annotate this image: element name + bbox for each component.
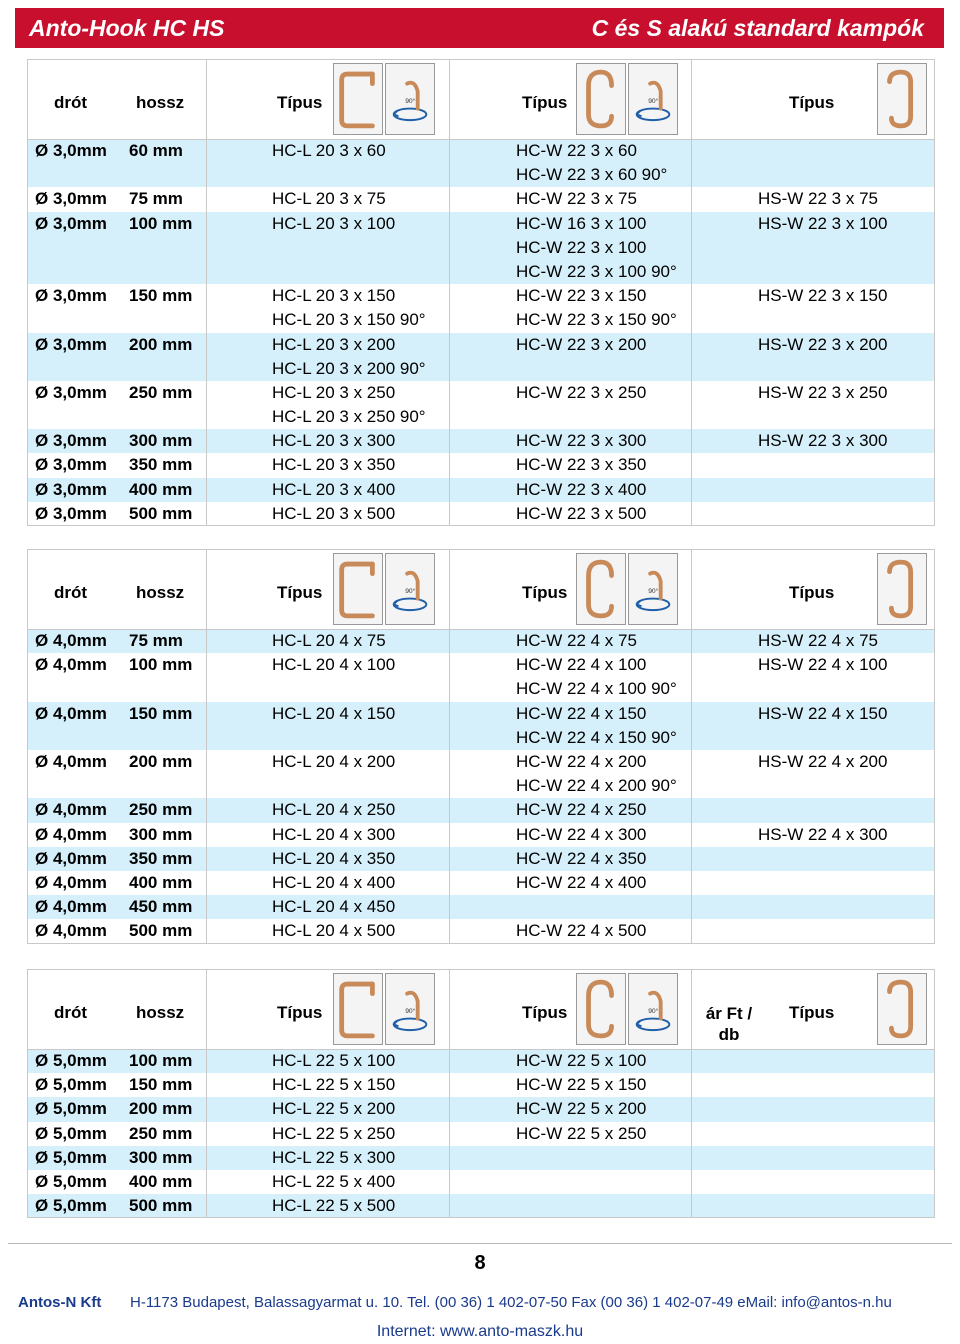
- hcl-cell: HC-L 20 4 x 500: [272, 921, 396, 941]
- hcl-cell: HC-L 20 3 x 60: [272, 141, 386, 160]
- col-header-tipus-hcl: Típus: [277, 583, 323, 602]
- col-header-hossz: hossz: [136, 93, 185, 112]
- table-row: [27, 919, 935, 943]
- hcl-cell: HC-L 20 4 x 75: [272, 631, 386, 650]
- hcw-cell: HC-W 22 4 x 200 90°: [516, 776, 677, 796]
- hcw-cell: HC-W 22 4 x 500: [516, 921, 647, 941]
- hcw-cell: HC-W 22 5 x 250: [516, 1123, 647, 1143]
- brand-title: Anto-Hook HC HS: [29, 15, 225, 41]
- s-hook-icon: [877, 553, 927, 625]
- column-divider: [206, 59, 207, 526]
- hcw-cell: HC-W 22 3 x 300: [516, 431, 647, 451]
- footer-website: Internet: www.anto-maszk.hu: [376, 1323, 584, 1340]
- hossz-cell: 75 mm: [129, 631, 183, 650]
- hcl-cell: HC-L 20 3 x 75: [272, 189, 386, 209]
- hossz-cell: 150 mm: [129, 1075, 193, 1095]
- svg-text:90°: 90°: [648, 587, 659, 595]
- hcw-cell: HC-W 22 3 x 250: [516, 382, 647, 402]
- hcw-cell: HC-W 22 4 x 350: [516, 848, 647, 868]
- table-row: [27, 1146, 935, 1170]
- drot-cell: Ø 5,0mm: [35, 1123, 107, 1143]
- drot-cell: Ø 3,0mm: [35, 382, 107, 402]
- hcl-cell: HC-L 22 5 x 100: [272, 1051, 396, 1070]
- hook-table-4mm: [27, 549, 935, 944]
- drot-cell: Ø 4,0mm: [35, 872, 107, 892]
- title-bar: [15, 8, 944, 48]
- hossz-cell: 500 mm: [129, 503, 193, 523]
- table-row: [27, 1122, 935, 1146]
- svg-text:90°: 90°: [648, 1007, 659, 1015]
- table-row: [27, 1097, 935, 1121]
- hcw-cell: HC-W 22 5 x 100: [516, 1051, 647, 1070]
- drot-cell: Ø 3,0mm: [35, 141, 107, 160]
- page-subtitle: C és S alakú standard kampók: [591, 15, 924, 41]
- header-divider: [27, 139, 935, 140]
- col-header-tipus-hcl: Típus: [277, 1003, 323, 1022]
- hossz-cell: 300 mm: [129, 1147, 193, 1167]
- hcl-cell: HC-L 20 4 x 300: [272, 824, 396, 844]
- column-divider: [691, 549, 692, 944]
- hsw-cell: HS-W 22 4 x 100: [758, 655, 888, 675]
- drot-cell: Ø 4,0mm: [35, 800, 107, 820]
- hcl-cell: HC-L 20 4 x 150: [272, 703, 396, 723]
- hcw-cell: HC-W 22 5 x 150: [516, 1075, 647, 1095]
- table-row: [27, 702, 935, 726]
- table-row: [27, 357, 935, 381]
- table-row: [27, 236, 935, 260]
- hossz-cell: 350 mm: [129, 848, 193, 868]
- table-row: [27, 1170, 935, 1194]
- hsw-cell: HS-W 22 3 x 75: [758, 189, 878, 209]
- footer-divider: [8, 1243, 952, 1244]
- hcl-cell: HC-L 20 3 x 200 90°: [272, 358, 426, 378]
- c-hook-square-icon: [333, 973, 383, 1045]
- hcw-cell: HC-W 22 4 x 200: [516, 751, 647, 771]
- hcw-cell: HC-W 22 3 x 350: [516, 455, 647, 475]
- hcw-cell: HC-W 22 3 x 100 90°: [516, 261, 677, 281]
- hcl-cell: HC-L 22 5 x 250: [272, 1123, 396, 1143]
- hcw-cell: HC-W 22 5 x 200: [516, 1099, 647, 1119]
- col-header-drot: drót: [54, 1003, 88, 1022]
- drot-cell: Ø 3,0mm: [35, 189, 107, 209]
- table-row: [27, 847, 935, 871]
- col-header-drot: drót: [54, 583, 88, 602]
- hcl-cell: HC-L 20 3 x 400: [272, 479, 396, 499]
- footer-address: H-1173 Budapest, Balassagyarmat u. 10. Tel. (00 36) 1 402-07-50 Fax (00 36) 1 402-07-49 eMail: info@antos-n.hu: [130, 1294, 892, 1311]
- drot-cell: Ø 3,0mm: [35, 431, 107, 451]
- hcw-cell: HC-W 22 4 x 75: [516, 631, 637, 650]
- hossz-cell: 400 mm: [129, 872, 193, 892]
- header-divider: [27, 1049, 935, 1050]
- hossz-cell: 500 mm: [129, 921, 193, 941]
- hcl-cell: HC-L 20 3 x 250: [272, 382, 396, 402]
- drot-cell: Ø 4,0mm: [35, 921, 107, 941]
- hcw-cell: HC-W 22 4 x 100: [516, 655, 647, 675]
- hcw-cell: HC-W 16 3 x 100: [516, 213, 647, 233]
- drot-cell: Ø 3,0mm: [35, 213, 107, 233]
- s-hook-icon: [877, 63, 927, 135]
- hossz-cell: 300 mm: [129, 824, 193, 844]
- hsw-cell: HS-W 22 3 x 150: [758, 286, 888, 306]
- hcw-cell: HC-W 22 4 x 150: [516, 703, 647, 723]
- hcl-cell: HC-L 20 3 x 150 90°: [272, 310, 426, 330]
- hcl-cell: HC-L 20 3 x 250 90°: [272, 407, 426, 427]
- drot-cell: Ø 4,0mm: [35, 703, 107, 723]
- table-row: [27, 381, 935, 405]
- drot-cell: Ø 3,0mm: [35, 455, 107, 475]
- s-hook-icon: [877, 973, 927, 1045]
- table-row: [27, 750, 935, 774]
- table-row: [27, 163, 935, 187]
- drot-cell: Ø 5,0mm: [35, 1147, 107, 1167]
- table-row: [27, 677, 935, 701]
- hcw-cell: HC-W 22 3 x 75: [516, 189, 637, 209]
- drot-cell: Ø 5,0mm: [35, 1075, 107, 1095]
- column-divider: [449, 59, 450, 526]
- table-header: [27, 59, 935, 139]
- table-row: [27, 774, 935, 798]
- column-divider: [691, 969, 692, 1218]
- col-header-tipus-hsw: Típus: [789, 1003, 835, 1022]
- hcw-cell: HC-W 22 3 x 150: [516, 286, 647, 306]
- table-row: [27, 333, 935, 357]
- col-header-tipus-hsw: Típus: [789, 93, 835, 112]
- hcw-cell: HC-W 22 3 x 60: [516, 141, 637, 160]
- table-body: [27, 1049, 935, 1218]
- hcl-cell: HC-L 20 3 x 300: [272, 431, 396, 451]
- hsw-cell: HS-W 22 4 x 150: [758, 703, 888, 723]
- hossz-cell: 100 mm: [129, 1051, 193, 1070]
- table-row: [27, 629, 935, 653]
- hcl-cell: HC-L 20 3 x 350: [272, 455, 396, 475]
- hook-table-3mm: [27, 59, 935, 526]
- hcw-cell: HC-W 22 4 x 400: [516, 872, 647, 892]
- table-row: [27, 453, 935, 477]
- c-hook-round-icon: [576, 63, 626, 135]
- drot-cell: Ø 5,0mm: [35, 1051, 107, 1070]
- hossz-cell: 400 mm: [129, 479, 193, 499]
- column-divider: [206, 969, 207, 1218]
- column-divider: [691, 59, 692, 526]
- svg-text:90°: 90°: [648, 97, 659, 105]
- hossz-cell: 300 mm: [129, 431, 193, 451]
- drot-cell: Ø 3,0mm: [35, 334, 107, 354]
- hossz-cell: 400 mm: [129, 1171, 193, 1191]
- table-row: [27, 823, 935, 847]
- table-row: [27, 895, 935, 919]
- table-header: [27, 969, 935, 1049]
- col-header-tipus-hcw: Típus: [522, 93, 568, 112]
- hcw-cell: HC-W 22 3 x 150 90°: [516, 310, 677, 330]
- drot-cell: Ø 4,0mm: [35, 751, 107, 771]
- hook-table-5mm: [27, 969, 935, 1218]
- rotate-arrow-icon: [385, 63, 435, 135]
- table-row: [27, 260, 935, 284]
- hossz-cell: 250 mm: [129, 1123, 193, 1143]
- hcl-cell: HC-L 20 4 x 350: [272, 848, 396, 868]
- hsw-cell: HS-W 22 4 x 200: [758, 751, 888, 771]
- table-row: [27, 871, 935, 895]
- hsw-cell: HS-W 22 4 x 300: [758, 824, 888, 844]
- hcl-cell: HC-L 22 5 x 400: [272, 1171, 396, 1191]
- table-row: [27, 478, 935, 502]
- col-header-ar: ár Ft / db: [705, 1004, 753, 1044]
- hossz-cell: 150 mm: [129, 286, 193, 306]
- hossz-cell: 500 mm: [129, 1196, 193, 1216]
- col-header-tipus-hcw: Típus: [522, 1003, 568, 1022]
- hcw-cell: HC-W 22 3 x 500: [516, 503, 647, 523]
- c-hook-square-icon: [333, 553, 383, 625]
- hossz-cell: 200 mm: [129, 1099, 193, 1119]
- col-header-tipus-hsw: Típus: [789, 583, 835, 602]
- hcl-cell: HC-L 20 3 x 100: [272, 213, 396, 233]
- hcl-cell: HC-L 20 4 x 200: [272, 751, 396, 771]
- drot-cell: Ø 3,0mm: [35, 503, 107, 523]
- hossz-cell: 100 mm: [129, 213, 193, 233]
- hcl-cell: HC-L 22 5 x 500: [272, 1196, 396, 1216]
- hossz-cell: 150 mm: [129, 703, 193, 723]
- rotate-arrow-icon: [385, 553, 435, 625]
- drot-cell: Ø 5,0mm: [35, 1171, 107, 1191]
- hsw-cell: HS-W 22 3 x 100: [758, 213, 888, 233]
- col-header-drot: drót: [54, 93, 88, 112]
- table-row: [27, 212, 935, 236]
- page-number: 8: [474, 1252, 486, 1274]
- drot-cell: Ø 4,0mm: [35, 897, 107, 917]
- hcw-cell: HC-W 22 4 x 300: [516, 824, 647, 844]
- hcl-cell: HC-L 20 4 x 400: [272, 872, 396, 892]
- table-header: [27, 549, 935, 629]
- c-hook-round-icon: [576, 973, 626, 1045]
- hossz-cell: 200 mm: [129, 751, 193, 771]
- table-row: [27, 1073, 935, 1097]
- hossz-cell: 350 mm: [129, 455, 193, 475]
- svg-text:90°: 90°: [405, 1007, 416, 1015]
- hcw-cell: HC-W 22 3 x 400: [516, 479, 647, 499]
- table-body: [27, 629, 935, 943]
- hcl-cell: HC-L 20 4 x 100: [272, 655, 396, 675]
- svg-text:90°: 90°: [405, 587, 416, 595]
- hossz-cell: 75 mm: [129, 189, 183, 209]
- col-header-hossz: hossz: [136, 1003, 185, 1022]
- hsw-cell: HS-W 22 3 x 250: [758, 382, 888, 402]
- hsw-cell: HS-W 22 3 x 300: [758, 431, 888, 451]
- column-divider: [206, 549, 207, 944]
- column-divider: [449, 969, 450, 1218]
- drot-cell: Ø 4,0mm: [35, 655, 107, 675]
- table-row: [27, 1049, 935, 1073]
- c-hook-square-icon: [333, 63, 383, 135]
- hsw-cell: HS-W 22 4 x 75: [758, 631, 878, 650]
- footer-company: Antos-N Kft: [18, 1294, 102, 1311]
- hossz-cell: 200 mm: [129, 334, 193, 354]
- hcl-cell: HC-L 20 3 x 200: [272, 334, 396, 354]
- hcw-cell: HC-W 22 4 x 150 90°: [516, 727, 677, 747]
- rotate-arrow-icon: [628, 973, 678, 1045]
- hcl-cell: HC-L 22 5 x 150: [272, 1075, 396, 1095]
- drot-cell: Ø 4,0mm: [35, 631, 107, 650]
- column-divider: [449, 549, 450, 944]
- drot-cell: Ø 4,0mm: [35, 824, 107, 844]
- hossz-cell: 250 mm: [129, 382, 193, 402]
- hcl-cell: HC-L 22 5 x 200: [272, 1099, 396, 1119]
- hcw-cell: HC-W 22 4 x 250: [516, 800, 647, 820]
- table-row: [27, 1194, 935, 1218]
- col-header-tipus-hcw: Típus: [522, 583, 568, 602]
- hossz-cell: 250 mm: [129, 800, 193, 820]
- table-body: [27, 139, 935, 526]
- hcw-cell: HC-W 22 3 x 100: [516, 237, 647, 257]
- hossz-cell: 450 mm: [129, 897, 193, 917]
- hsw-cell: HS-W 22 3 x 200: [758, 334, 888, 354]
- drot-cell: Ø 5,0mm: [35, 1099, 107, 1119]
- drot-cell: Ø 4,0mm: [35, 848, 107, 868]
- hcl-cell: HC-L 22 5 x 300: [272, 1147, 396, 1167]
- hossz-cell: 100 mm: [129, 655, 193, 675]
- table-row: [27, 187, 935, 211]
- rotate-arrow-icon: [628, 553, 678, 625]
- hcl-cell: HC-L 20 4 x 450: [272, 897, 396, 917]
- table-row: [27, 429, 935, 453]
- rotate-arrow-icon: [628, 63, 678, 135]
- table-row: [27, 502, 935, 526]
- table-row: [27, 139, 935, 163]
- svg-text:90°: 90°: [405, 97, 416, 105]
- header-divider: [27, 629, 935, 630]
- hcw-cell: HC-W 22 3 x 60 90°: [516, 165, 668, 185]
- table-row: [27, 726, 935, 750]
- drot-cell: Ø 5,0mm: [35, 1196, 107, 1216]
- table-row: [27, 284, 935, 308]
- table-row: [27, 308, 935, 332]
- table-row: [27, 653, 935, 677]
- table-row: [27, 405, 935, 429]
- table-row: [27, 798, 935, 822]
- hcl-cell: HC-L 20 3 x 500: [272, 503, 396, 523]
- hossz-cell: 60 mm: [129, 141, 183, 160]
- drot-cell: Ø 3,0mm: [35, 479, 107, 499]
- hcl-cell: HC-L 20 3 x 150: [272, 286, 396, 306]
- hcl-cell: HC-L 20 4 x 250: [272, 800, 396, 820]
- c-hook-round-icon: [576, 553, 626, 625]
- col-header-tipus-hcl: Típus: [277, 93, 323, 112]
- drot-cell: Ø 3,0mm: [35, 286, 107, 306]
- rotate-arrow-icon: [385, 973, 435, 1045]
- hcw-cell: HC-W 22 4 x 100 90°: [516, 679, 677, 699]
- col-header-hossz: hossz: [136, 583, 185, 602]
- hcw-cell: HC-W 22 3 x 200: [516, 334, 647, 354]
